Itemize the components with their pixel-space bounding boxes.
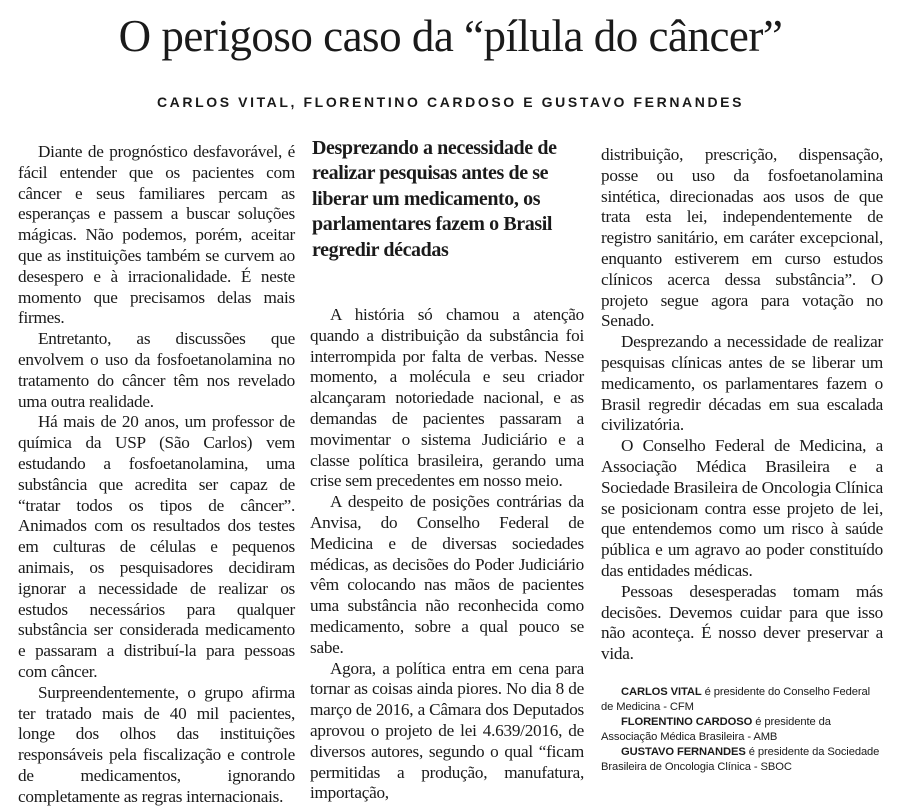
headline: O perigoso caso da “pílula do câncer” [118, 11, 783, 61]
column-2 [310, 137, 584, 804]
byline: CARLOS VITAL, FLORENTINO CARDOSO E GUSTAVO FERNANDES [156, 94, 745, 110]
author-bios [601, 685, 883, 775]
paragraph: Desprezando a necessidade de realizar pesquisas clínicas antes de se liberar um medicamento, os parlamentares fazem o Brasil regredir décadas em sua escalada civilizatória. [601, 332, 883, 435]
column-2-body [310, 305, 584, 804]
author-bio [601, 685, 883, 715]
author-name: CARLOS VITAL [621, 685, 702, 698]
author-role: é presidente da Sociedade Brasileira de Oncologia Clínica - SBOC [601, 745, 880, 773]
pull-quote: Desprezando a necessidade de realizar pesquisas antes de se liberar um medicamento, os parlamentares fazem o Brasil regredir décadas [312, 137, 557, 261]
column-1 [18, 142, 295, 808]
author-role: é presidente do Conselho Federal de Medicina - CFM [601, 685, 870, 713]
paragraph: A história só chamou a atenção quando a distribuição da substância foi interrompida por falta de verbas. Nesse momento, a molécula e seu criador alcançaram notoriedade nacional, e as demandas de pacientes passaram a movimentar o sistema Judiciário e a classe política brasileira, gerando uma crise sem precedentes em nosso meio. [310, 305, 584, 491]
author-bio [601, 715, 883, 745]
paragraph: Surpreendentemente, o grupo afirma ter tratado mais de 40 mil pacientes, longe dos olhos das instituições responsáveis pela fiscalização e controle de medicamentos, ignorando completamente as regras internacionais. [18, 682, 295, 806]
paragraph: A despeito de posições contrárias da Anvisa, do Conselho Federal de Medicina e de diversas sociedades médicas, as decisões do Poder Judiciário vêm colocando nas mãos de pacientes uma substância não reconhecida como medicamento, sobre a qual pouco se sabe. [310, 492, 584, 657]
paragraph: Pessoas desesperadas tomam más decisões. Devemos cuidar para que isso não aconteça. É nosso dever preservar a vida. [601, 581, 883, 664]
paragraph: O Conselho Federal de Medicina, a Associação Médica Brasileira e a Sociedade Brasileira de Oncologia Clínica se posicionam contra esse projeto de lei, que entendemos como um risco à saúde pública e um agravo ao poder constituído das entidades médicas. [601, 436, 883, 580]
paragraph: Há mais de 20 anos, um professor de química da USP (São Carlos) vem estudando a fosfoetanolamina, uma substância que acredita ser capaz de “tratar todos os tipos de câncer”. Animados com os resultados dos testes em culturas de células e pequenos animais, os pesquisadores decidiram ignorar a necessidade de realizar os estudos necessários para qualquer substância ser considerada medicamento e passaram a distribuí-la para pessoas com câncer. [18, 412, 295, 681]
paragraph-continued: distribuição, prescrição, dispensação, posse ou uso da fosfoetanolamina sintética, direcionadas aos usos de que trata esta lei, independentemente de registro sanitário, em caráter excepcional, enquanto estiverem em curso estudos clínicos acerca dessa substância”. O projeto segue agora para votação no Senado. [601, 145, 883, 331]
paragraph: Entretanto, as discussões que envolvem o uso da fosfoetanolamina no tratamento do câncer têm nos revelado uma outra realidade. [18, 329, 295, 411]
author-name: GUSTAVO FERNANDES [621, 745, 746, 758]
author-role: é presidente da Associação Médica Brasileira - AMB [601, 715, 831, 743]
author-bio [601, 745, 883, 775]
author-name: FLORENTINO CARDOSO [621, 715, 753, 728]
paragraph: Diante de prognóstico desfavorável, é fácil entender que os pacientes com câncer e seus familiares percam as esperanças e passem a buscar soluções mágicas. Não podemos, porém, aceitar que as instituições também se curvem ao desespero e à irracionalidade. É neste momento que precisamos delas mais firmes. [18, 142, 295, 328]
column-3 [601, 145, 883, 775]
paragraph: Agora, a política entra em cena para tornar as coisas ainda piores. No dia 8 de março de 2016, a Câmara dos Deputados aprovou o projeto de lei 4.639/2016, de diversos autores, segundo o qual “ficam permitidas a produção, manufatura, importação, [310, 658, 584, 803]
